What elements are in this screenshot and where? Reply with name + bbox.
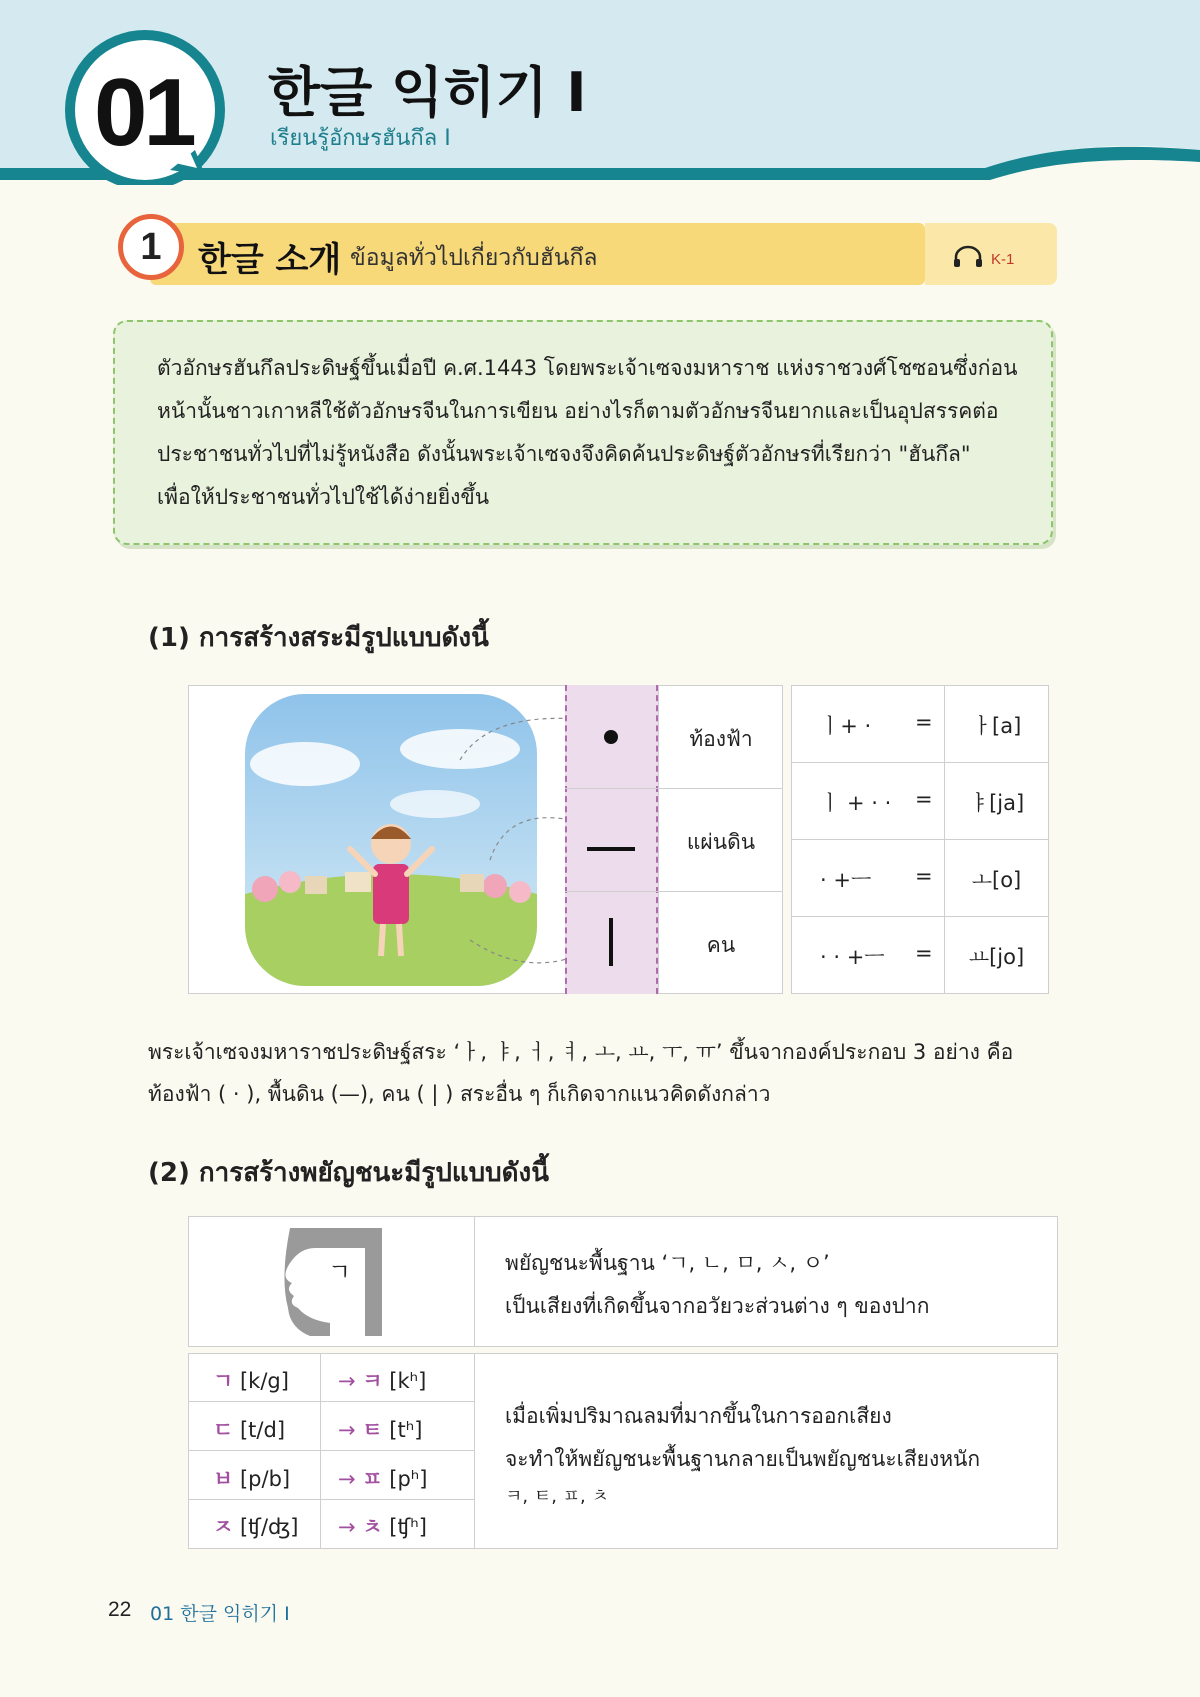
element-name: ท้องฟ้า bbox=[689, 727, 753, 751]
diagram-letter: ㄱ bbox=[328, 1258, 352, 1286]
vowel-paragraph-line: พระเจ้าเซจงมหาราชประดิษฐ์สระ ‘ㅏ, ㅑ, ㅓ, ㅕ, ㅗ, ㅛ, ㅜ, ㅠ’ ขึ้นจากองค์ประกอบ 3 อย่าง คือ bbox=[148, 1040, 1014, 1064]
table-divider bbox=[791, 762, 1049, 763]
footer-chapter-label: 01 한글 익히기 I bbox=[150, 1603, 290, 1625]
table-divider bbox=[188, 1401, 475, 1402]
combination-result: ㅏ[a] bbox=[971, 714, 1022, 738]
table-divider bbox=[474, 1216, 475, 1347]
chapter-title: 한글 익히기 I bbox=[268, 61, 587, 124]
aspirated-explanation: เมื่อเพิ่มปริมาณลมที่มากขึ้นในการออกเสียง bbox=[505, 1404, 892, 1428]
aspirated-consonant: → ㅌ [tʰ] bbox=[338, 1418, 423, 1442]
element-symbols bbox=[565, 685, 658, 994]
element-name: แผ่นดิน bbox=[686, 830, 756, 854]
consonant-heading: (2) การสร้างพยัญชนะมีรูปแบบดังนี้ bbox=[148, 1158, 549, 1188]
page-number: 22 bbox=[108, 1598, 132, 1621]
table-divider bbox=[791, 839, 1049, 840]
table-divider bbox=[320, 1353, 321, 1549]
audio-track-label[interactable]: K-1 bbox=[991, 251, 1015, 268]
section-title-thai: ข้อมูลทั่วไปเกี่ยวกับฮันกึล bbox=[350, 245, 598, 271]
aspirated-explanation: จะทำให้พยัญชนะพื้นฐานกลายเป็นพยัญชนะเสียงหนัก bbox=[505, 1447, 981, 1471]
basic-consonant-text: เป็นเสียงที่เกิดขึ้นจากอวัยวะส่วนต่าง ๆ ของปาก bbox=[505, 1294, 930, 1318]
base-consonant: ㄷ [t/d] bbox=[213, 1418, 286, 1442]
headphones-icon[interactable] bbox=[952, 244, 986, 268]
intro-line: หน้านั้นชาวเกาหลีใช้ตัวอักษรจีนในการเขียน อย่างไรก็ตามตัวอักษรจีนยากและเป็นอุปสรรคต่อ bbox=[157, 399, 999, 423]
combination-left: ㅣ + · · bbox=[820, 791, 892, 815]
table-divider bbox=[188, 1499, 475, 1500]
basic-consonant-text: พยัญชนะพื้นฐาน ‘ㄱ, ㄴ, ㅁ, ㅅ, ㅇ’ bbox=[505, 1251, 830, 1275]
intro-line: เพื่อให้ประชาชนทั่วไปใช้ได้ง่ายยิ่งขึ้น bbox=[157, 485, 490, 509]
human-line-symbol bbox=[609, 918, 613, 966]
chapter-number: 01 bbox=[94, 59, 193, 166]
combination-result: ㅑ[ja] bbox=[968, 791, 1025, 815]
combination-left: ㅣ+ · bbox=[820, 714, 872, 738]
mouth-cross-section-diagram bbox=[280, 1228, 385, 1336]
base-consonant: ㅈ [ʧ/ʤ] bbox=[213, 1515, 299, 1539]
earth-line-symbol bbox=[587, 847, 635, 851]
sky-dot-symbol bbox=[604, 730, 618, 744]
intro-line: ตัวอักษรฮันกึลประดิษฐ์ขึ้นเมื่อปี ค.ศ.1443 โดยพระเจ้าเซจงมหาราช แห่งราชวงศ์โชซอนซึ่งก่อน bbox=[157, 356, 1018, 380]
table-divider bbox=[474, 1353, 475, 1549]
section-number: 1 bbox=[140, 226, 162, 268]
vowel-paragraph-line: ท้องฟ้า ( · ), พื้นดิน (—), คน ( | ) สระอื่น ๆ ก็เกิดจากแนวคิดดังกล่าว bbox=[148, 1082, 771, 1106]
intro-line: ประชาชนทั่วไปที่ไม่รู้หนังสือ ดังนั้นพระเจ้าเซจงจึงคิดค้นประดิษฐ์ตัวอักษรที่เรียกว่า "ฮันกึล" bbox=[157, 442, 971, 466]
aspirated-consonant: → ㅊ [ʧʰ] bbox=[338, 1515, 427, 1539]
combination-left: · · +ㅡ bbox=[820, 945, 885, 969]
aspirated-letters: ㅋ, ㅌ, ㅍ, ㅊ bbox=[505, 1486, 609, 1507]
combination-equals: = bbox=[915, 864, 933, 888]
table-divider bbox=[791, 916, 1049, 917]
intro-box bbox=[113, 320, 1053, 545]
table-divider bbox=[188, 1450, 475, 1451]
combination-equals: = bbox=[915, 710, 933, 734]
combination-left: · +ㅡ bbox=[820, 868, 872, 892]
aspirated-consonant: → ㅍ [pʰ] bbox=[338, 1467, 428, 1491]
combination-result: ㅛ[jo] bbox=[968, 945, 1025, 969]
combination-equals: = bbox=[915, 941, 933, 965]
vowel-heading: (1) การสร้างสระมีรูปแบบดังนี้ bbox=[148, 623, 489, 653]
base-consonant: ㄱ [k/g] bbox=[213, 1369, 289, 1393]
element-name: คน bbox=[706, 933, 736, 957]
chapter-subtitle: เรียนรู้อักษรฮันกึล I bbox=[270, 126, 451, 151]
aspirated-consonant: → ㅋ [kʰ] bbox=[338, 1369, 427, 1393]
base-consonant: ㅂ [p/b] bbox=[213, 1467, 291, 1491]
combination-result: ㅗ[o] bbox=[971, 868, 1022, 892]
combination-equals: = bbox=[915, 787, 933, 811]
table-divider bbox=[658, 685, 659, 994]
section-title-korean: 한글 소개 bbox=[198, 240, 342, 280]
